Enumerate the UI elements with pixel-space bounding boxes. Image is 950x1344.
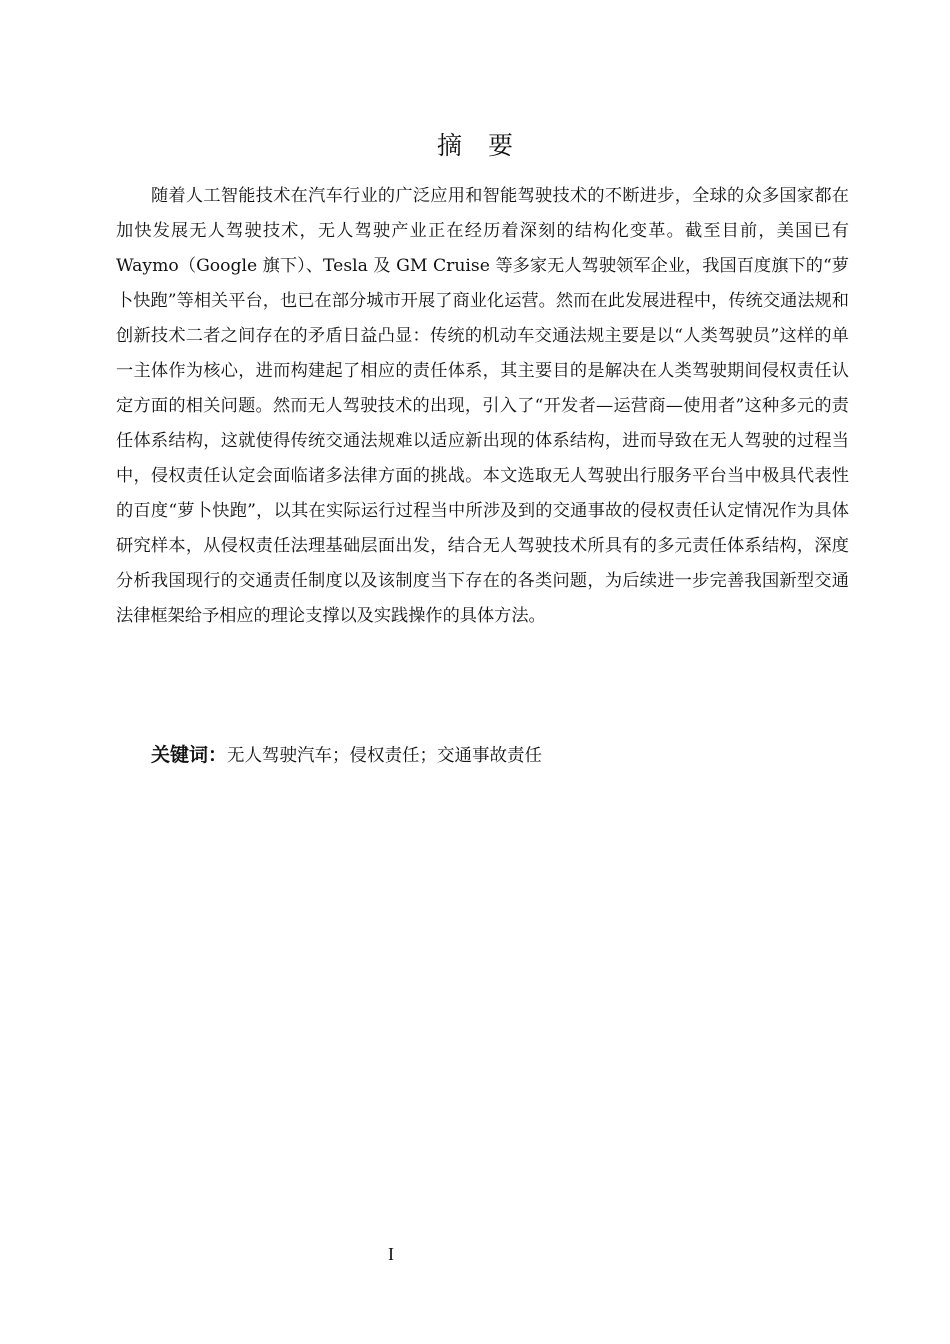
keywords-label: 关键词： <box>151 744 228 766</box>
keywords-text: 无人驾驶汽车；侵权责任；交通事故责任 <box>227 746 543 766</box>
page-number: I <box>388 1244 394 1264</box>
abstract-title: 摘要 <box>436 131 539 160</box>
abstract-body: 随着人工智能技术在汽车行业的广泛应用和智能驾驶技术的不断进步，全球的众多国家都在加快发展无人驾驶技术，无人驾驶产业正在经历着深刻的结构化变革。截至目前，美国已有 Waymo（Google 旗下）、Tesla 及 GM Cruise 等多家无人驾驶领军企业，我国百度旗下的“萝卜快跑”等相关平台，也已在部分城市开展了商业化运营。然而在此发展进程中，传统交通法规和创新技术二者之间存在的矛盾日益凸显：传统的机动车交通法规主要是以“人类驾驶员”这样的单一主体作为核心，进而构建起了相应的责任体系，其主要目的是解决在人类驾驶期间侵权责任认定方面的相关问题。然而无人驾驶技术的出现，引入了“开发者—运营商—使用者”这种多元的责任体系结构，这就使得传统交通法规难以适应新出现的体系结构，进而导致在无人驾驶的过程当中，侵权责任认定会面临诸多法律方面的挑战。本文选取无人驾驶出行服务平台当中极具代表性的百度“萝卜快跑”，以其在实际运行过程当中所涉及到的交通事故的侵权责任认定情况作为具体研究样本，从侵权责任法理基础层面出发，结合无人驾驶技术所具有的多元责任体系结构，深度分析我国现行的交通责任制度以及该制度当下存在的各类问题，为后续进一步完善我国新型交通法律框架给予相应的理论支撑以及实践操作的具体方法。 <box>116 186 849 626</box>
keywords-line <box>151 738 841 773</box>
